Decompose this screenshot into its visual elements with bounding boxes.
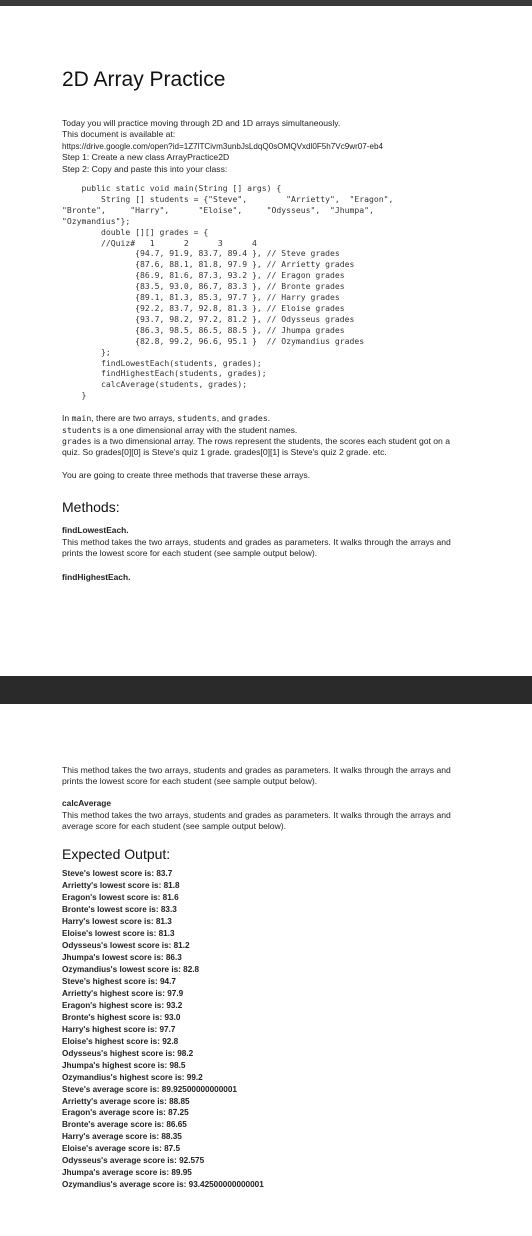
code-line: {94.7, 91.9, 83.7, 89.4 }, // Steve grades bbox=[62, 248, 340, 259]
code-block bbox=[62, 183, 462, 401]
code-line: String [] students = {"Steve", "Arrietty", "Eragon", bbox=[62, 193, 394, 204]
code-line: {86.3, 98.5, 86.5, 88.5 }, // Jhumpa grades bbox=[62, 324, 345, 335]
text-run: In bbox=[62, 413, 72, 424]
find-lowest-heading bbox=[62, 525, 462, 537]
code-run: grades bbox=[238, 413, 268, 424]
code-line: {82.8, 99.2, 96.6, 95.1 } // Ozymandius grades bbox=[62, 335, 365, 346]
code-line: {93.7, 98.2, 97.2, 81.2 }, // Odysseus grades bbox=[62, 313, 355, 324]
intro-step-2: Step 2: Copy and paste this into your class: bbox=[62, 163, 228, 174]
output-line: Bronte's highest score is: 93.0 bbox=[62, 1012, 181, 1022]
code-run: students bbox=[177, 413, 217, 424]
code-run: main bbox=[71, 413, 92, 424]
code-line: "Ozymandius"}; bbox=[62, 215, 131, 226]
text-run: . bbox=[267, 413, 271, 424]
code-line: double [][] grades = { bbox=[62, 226, 209, 237]
output-line: Steve's highest score is: 94.7 bbox=[62, 977, 176, 986]
code-line: public static void main(String [] args) { bbox=[62, 183, 282, 194]
output-line: Harry's average score is: 88.35 bbox=[62, 1132, 182, 1142]
output-line: Odysseus's average score is: 92.575 bbox=[62, 1156, 205, 1166]
output-line: Arrietty's highest score is: 97.9 bbox=[62, 988, 184, 998]
output-line: Bronte's average score is: 86.65 bbox=[62, 1120, 187, 1130]
explain-arrays bbox=[62, 413, 462, 424]
explain-grades bbox=[62, 436, 462, 459]
output-line: Eloise's average score is: 87.5 bbox=[62, 1144, 181, 1154]
find-highest-heading bbox=[62, 572, 462, 584]
output-line: Harry's lowest score is: 81.3 bbox=[62, 917, 172, 927]
code-line: {89.1, 81.3, 85.3, 97.7 }, // Harry grades bbox=[62, 292, 340, 303]
intro-line: This document is available at: bbox=[62, 129, 176, 140]
calc-average-heading: calcAverage bbox=[62, 797, 112, 808]
code-line: //Quiz# 1 2 3 4 bbox=[62, 237, 257, 248]
method-name: findHighestEach bbox=[62, 571, 129, 582]
method-name: findLowestEach bbox=[62, 525, 127, 536]
document-page-2 bbox=[0, 704, 532, 1236]
output-line: Odysseus's lowest score is: 81.2 bbox=[62, 941, 190, 951]
intro-line: Today you will practice moving through 2D and 1D arrays simultaneously. bbox=[62, 118, 341, 128]
code-line: "Bronte", "Harry", "Eloise", "Odysseus", "Jhumpa", bbox=[62, 204, 374, 215]
output-line: Ozymandius's highest score is: 99.2 bbox=[62, 1072, 203, 1082]
method-name-suffix: . bbox=[128, 571, 131, 582]
output-line: Odysseus's highest score is: 98.2 bbox=[62, 1048, 194, 1058]
output-line: Ozymandius's average score is: 93.42500000000001 bbox=[62, 1180, 264, 1190]
code-line: {83.5, 93.0, 86.7, 83.3 }, // Bronte grades bbox=[62, 281, 345, 292]
output-line: Jhumpa's lowest score is: 86.3 bbox=[62, 953, 182, 963]
code-line: {86.9, 81.6, 87.3, 93.2 }, // Eragon grades bbox=[62, 270, 345, 281]
page-2-content bbox=[62, 765, 462, 1191]
output-line: Harry's highest score is: 97.7 bbox=[62, 1024, 176, 1034]
output-line: Steve's average score is: 89.92500000000001 bbox=[62, 1084, 237, 1094]
intro-block bbox=[62, 118, 462, 175]
code-line: {87.6, 88.1, 81.8, 97.9 }, // Arrietty grades bbox=[62, 259, 355, 270]
text-run: , there are two arrays, bbox=[91, 413, 178, 424]
code-run: grades bbox=[62, 435, 92, 446]
expected-output-list bbox=[62, 868, 462, 1191]
output-line: Arrietty's average score is: 88.85 bbox=[62, 1096, 190, 1106]
find-highest-description: This method takes the two arrays, students and grades as parameters. It walks through the arrays and prints the lowest score for each student (see sample output below). bbox=[62, 765, 451, 787]
output-line: Eragon's lowest score is: 81.6 bbox=[62, 893, 179, 903]
text-run: , and bbox=[216, 413, 239, 424]
output-line: Ozymandius's lowest score is: 82.8 bbox=[62, 965, 200, 975]
text-run: is a one dimensional array with the student names. bbox=[101, 424, 298, 435]
output-line: Arrietty's lowest score is: 81.8 bbox=[62, 881, 180, 891]
calc-average-description: This method takes the two arrays, students and grades as parameters. It walks through the arrays and average score for each student (see sample output below). bbox=[62, 809, 451, 832]
explain-students bbox=[62, 425, 462, 436]
page-1-content bbox=[62, 68, 462, 584]
code-line: }; bbox=[62, 346, 111, 357]
intro-step-1: Step 1: Create a new class ArrayPractice2D bbox=[62, 152, 230, 163]
output-line: Eragon's average score is: 87.25 bbox=[62, 1108, 189, 1118]
output-line: Jhumpa's highest score is: 98.5 bbox=[62, 1060, 186, 1070]
code-run: students bbox=[62, 424, 102, 435]
document-link[interactable]: https://drive.google.com/open?id=1Z7lTCivm3unbJsLdqQ0sOMQVxdl0F5h7Vc9wr07-eb4 bbox=[62, 141, 383, 151]
output-line: Jhumpa's average score is: 89.95 bbox=[62, 1168, 192, 1178]
expected-output-heading: Expected Output: bbox=[62, 846, 171, 863]
output-line: Eloise's highest score is: 92.8 bbox=[62, 1036, 179, 1046]
page-title: 2D Array Practice bbox=[62, 68, 226, 91]
code-line: } bbox=[62, 390, 87, 401]
output-line: Eloise's lowest score is: 81.3 bbox=[62, 929, 175, 939]
output-line: Steve's lowest score is: 83.7 bbox=[62, 869, 173, 879]
output-line: Eragon's highest score is: 93.2 bbox=[62, 1000, 183, 1010]
code-line: {92.2, 83.7, 92.8, 81.3 }, // Eloise grades bbox=[62, 303, 345, 313]
find-lowest-description: This method takes the two arrays, students and grades as parameters. It walks through the arrays and prints the lowest score for each student (see sample output below). bbox=[62, 536, 451, 559]
output-line: Bronte's lowest score is: 83.3 bbox=[62, 905, 177, 915]
code-line: calcAverage(students, grades); bbox=[62, 379, 248, 390]
method-name-suffix: . bbox=[126, 525, 129, 536]
document-page-1 bbox=[0, 6, 532, 676]
explain-task: You are going to create three methods that traverse these arrays. bbox=[62, 469, 311, 480]
code-line: findHighestEach(students, grades); bbox=[62, 368, 267, 379]
methods-heading: Methods: bbox=[62, 499, 120, 516]
code-line: findLowestEach(students, grades); bbox=[62, 357, 262, 368]
text-run: is a two dimensional array. The rows represent the students, the scores each student got on a quiz. So grades[0][0] is Steve's quiz 1 grade. grades[0][1] is Steve's quiz 2 grade. etc. bbox=[62, 435, 451, 458]
